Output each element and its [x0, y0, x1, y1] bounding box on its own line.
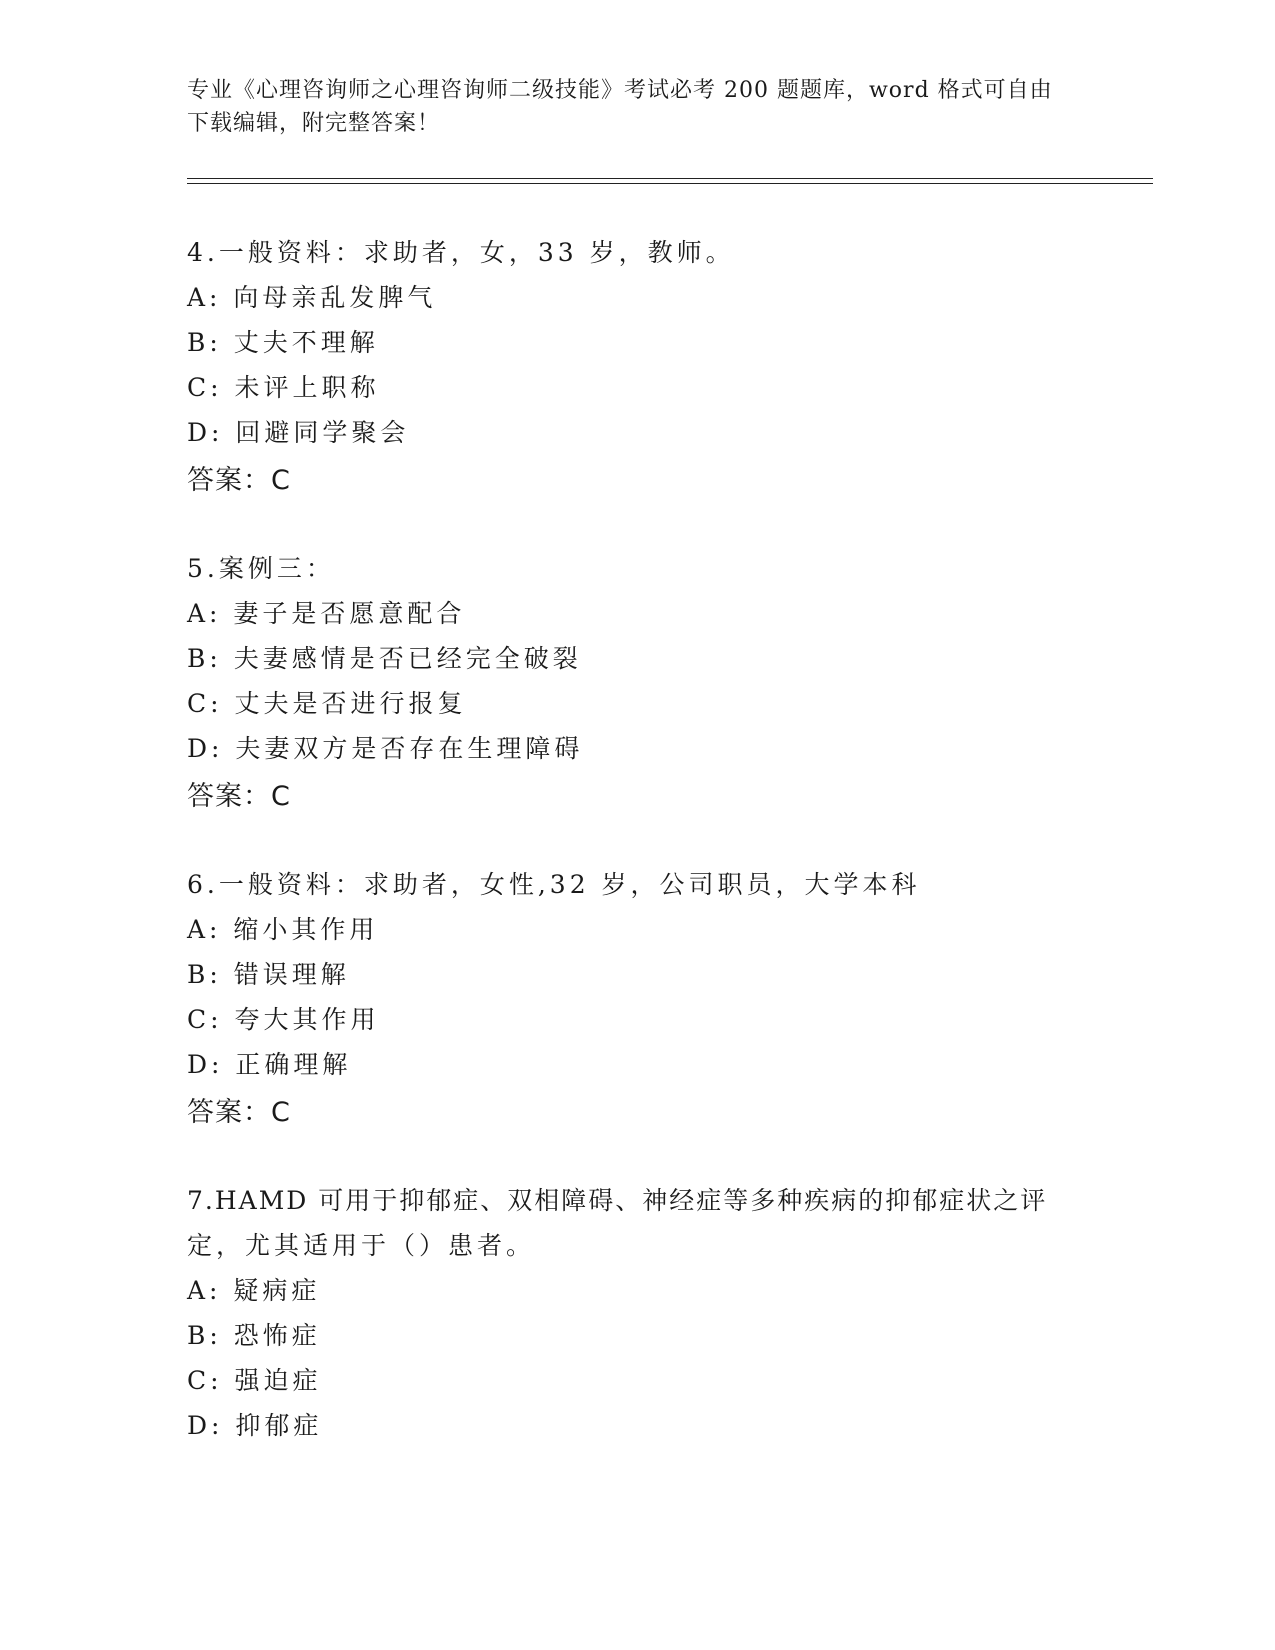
- question-7-option-a: A: 疑病症: [187, 1276, 321, 1305]
- question-6-option-d: D: 正确理解: [187, 1050, 352, 1079]
- question-7-option-b: B: 恐怖症: [187, 1321, 321, 1350]
- question-7-stem-line-2: 定，尤其适用于（）患者。: [187, 1231, 536, 1260]
- question-4-stem: 4.一般资料：求助者，女，33 岁，教师。: [187, 238, 735, 267]
- question-4-answer: 答案：C: [187, 465, 291, 496]
- question-7-option-d: D: 抑郁症: [187, 1411, 323, 1440]
- question-5-option-c: C: 丈夫是否进行报复: [187, 689, 467, 718]
- question-7-option-c: C: 强迫症: [187, 1366, 322, 1395]
- header-divider-bottom: [187, 183, 1153, 184]
- document-intro: 专业《心理咨询师之心理咨询师二级技能》考试必考 200 题题库，word 格式可自由下载编辑，附完整答案！: [187, 78, 1053, 136]
- question-7-stem-line-1: 7.HAMD 可用于抑郁症、双相障碍、神经症等多种疾病的抑郁症状之评: [187, 1186, 1048, 1215]
- question-4-option-a: A: 向母亲乱发脾气: [187, 283, 437, 312]
- question-5-option-a: A: 妻子是否愿意配合: [187, 599, 466, 628]
- question-4-option-d: D: 回避同学聚会: [187, 418, 410, 447]
- question-6-option-b: B: 错误理解: [187, 960, 350, 989]
- question-6-option-c: C: 夸大其作用: [187, 1005, 380, 1034]
- question-4-option-c: C: 未评上职称: [187, 373, 380, 402]
- question-5-option-b: B: 夫妻感情是否已经完全破裂: [187, 644, 582, 673]
- question-6-answer: 答案：C: [187, 1097, 291, 1128]
- question-5-option-d: D: 夫妻双方是否存在生理障碍: [187, 734, 584, 763]
- header-divider-top: [187, 178, 1153, 179]
- question-4-option-b: B: 丈夫不理解: [187, 328, 379, 357]
- question-5-answer: 答案：C: [187, 781, 291, 812]
- question-6-option-a: A: 缩小其作用: [187, 915, 379, 944]
- question-5-stem: 5.案例三：: [187, 554, 335, 583]
- question-6-stem: 6.一般资料：求助者，女性,32 岁，公司职员，大学本科: [187, 870, 921, 899]
